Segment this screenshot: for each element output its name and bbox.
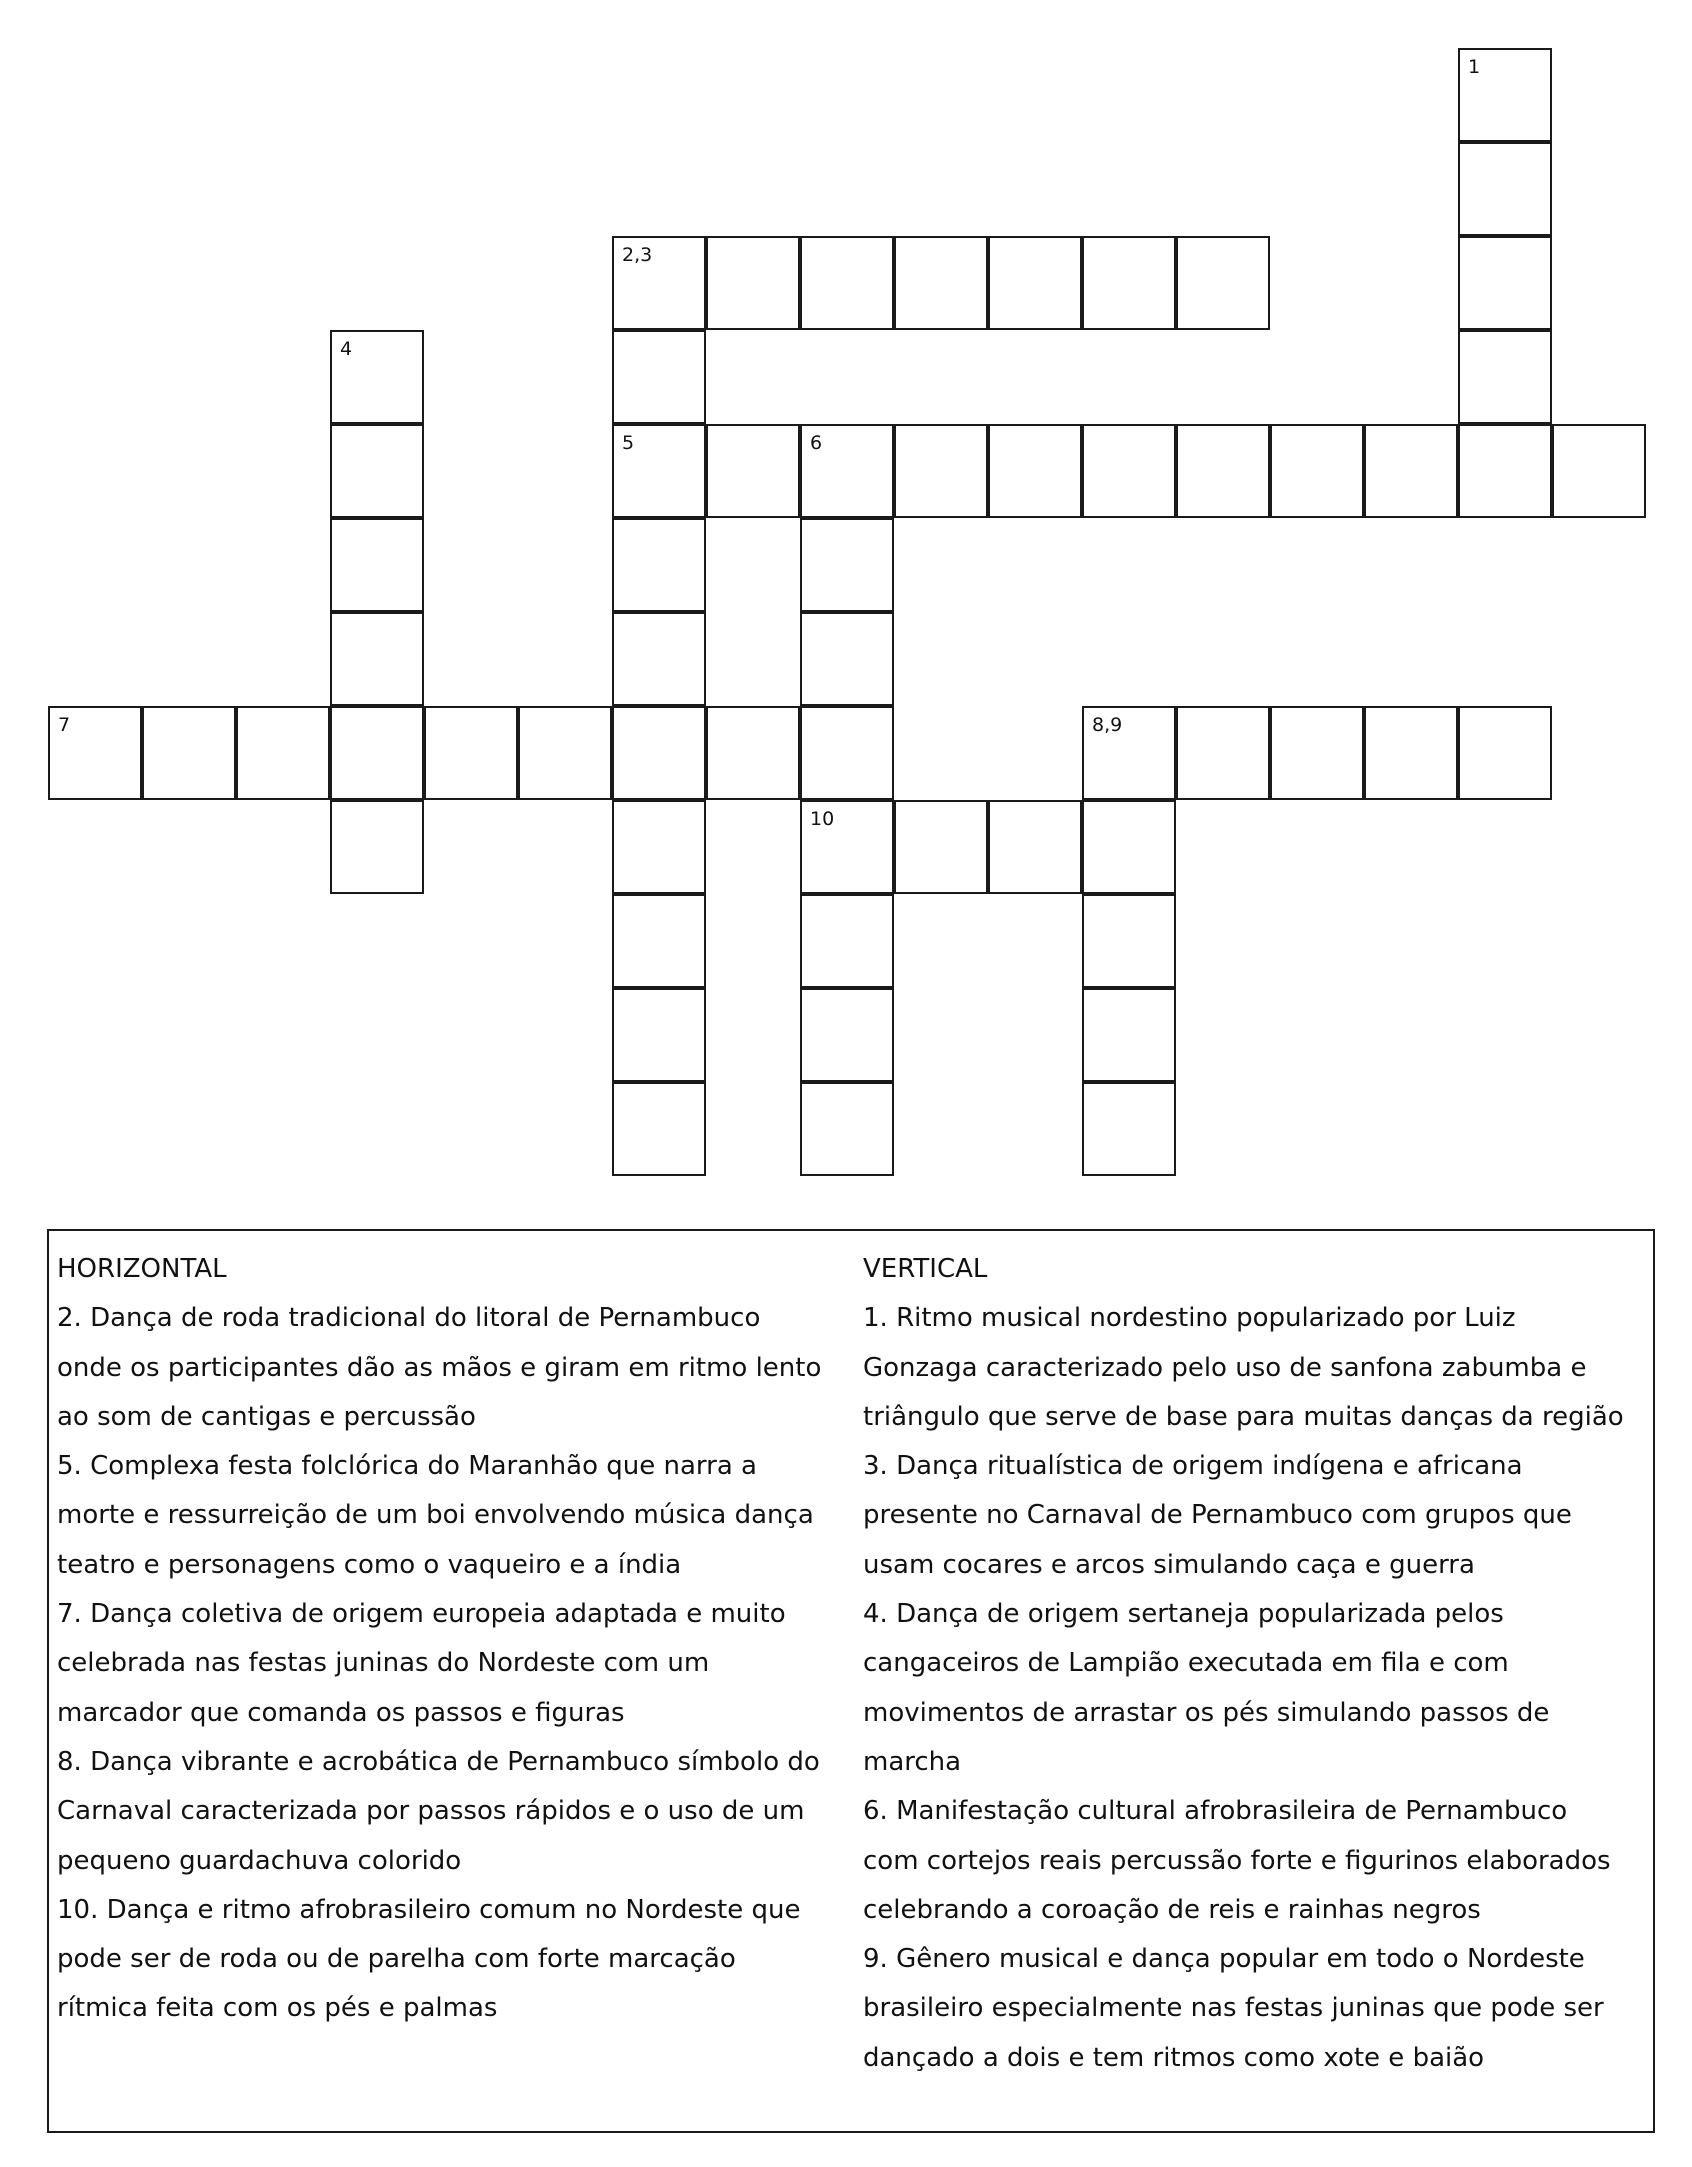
vertical-heading: VERTICAL <box>863 1254 988 1284</box>
clue-number: 2,3 <box>622 244 653 266</box>
clue-line: 8. Dança vibrante e acrobática de Pernambuco símbolo do <box>57 1746 820 1777</box>
clue-line: 10. Dança e ritmo afrobrasileiro comum no Nordeste que <box>57 1894 801 1925</box>
grid-cell[interactable] <box>1364 706 1458 800</box>
clue-line: marcha <box>863 1746 962 1777</box>
clue-line: rítmica feita com os pés e palmas <box>57 1993 498 2024</box>
grid-cell[interactable] <box>894 236 988 330</box>
grid-cell[interactable] <box>894 800 988 894</box>
vertical-clue-list <box>863 1294 1651 2083</box>
grid-cell[interactable] <box>1082 894 1176 988</box>
grid-cell[interactable] <box>1082 988 1176 1082</box>
grid-cell[interactable] <box>612 330 706 424</box>
grid-cell[interactable] <box>1364 424 1458 518</box>
clue-line: Carnaval caracterizada por passos rápidos e o uso de um <box>57 1796 805 1827</box>
grid-cell[interactable] <box>612 800 706 894</box>
clue-line: celebrando a coroação de reis e rainhas negros <box>863 1894 1481 1925</box>
clue-line: pequeno guardachuva colorido <box>57 1845 462 1876</box>
grid-cell[interactable] <box>330 612 424 706</box>
clue-line: triângulo que serve de base para muitas danças da região <box>863 1401 1624 1432</box>
grid-cell[interactable] <box>1458 48 1552 142</box>
clue-number: 1 <box>1468 56 1481 78</box>
clue-line: morte e ressurreição de um boi envolvendo música dança <box>57 1500 814 1531</box>
grid-cell[interactable] <box>800 706 894 800</box>
clue-line: cangaceiros de Lampião executada em fila e com <box>863 1648 1509 1679</box>
grid-cell[interactable] <box>1082 1082 1176 1176</box>
grid-cell[interactable] <box>800 612 894 706</box>
clue-line: 5. Complexa festa folclórica do Maranhão que narra a <box>57 1451 757 1482</box>
grid-cell[interactable] <box>612 988 706 1082</box>
grid-cell[interactable] <box>1552 424 1646 518</box>
grid-cell[interactable] <box>800 988 894 1082</box>
grid-cell[interactable] <box>800 518 894 612</box>
clue-line: 3. Dança ritualística de origem indígena e africana <box>863 1451 1523 1482</box>
clue-line: celebrada nas festas juninas do Nordeste com um <box>57 1648 710 1679</box>
grid-cell[interactable] <box>518 706 612 800</box>
grid-cell[interactable] <box>612 1082 706 1176</box>
grid-cell[interactable] <box>1082 236 1176 330</box>
clue-number: 6 <box>810 432 823 454</box>
clue-line: 6. Manifestação cultural afrobrasileira de Pernambuco <box>863 1796 1568 1827</box>
grid-cell[interactable] <box>706 236 800 330</box>
clue-number: 5 <box>622 432 635 454</box>
grid-cell[interactable] <box>1458 236 1552 330</box>
horizontal-clues <box>57 1245 857 2034</box>
grid-cell[interactable] <box>1176 236 1270 330</box>
clue-line: 7. Dança coletiva de origem europeia adaptada e muito <box>57 1599 786 1630</box>
grid-cell[interactable] <box>1270 424 1364 518</box>
horizontal-clue-list <box>57 1294 857 2033</box>
grid-cell[interactable] <box>330 800 424 894</box>
clue-number: 8,9 <box>1092 714 1123 736</box>
clue-line: 4. Dança de origem sertaneja popularizada pelos <box>863 1599 1504 1630</box>
clue-line: com cortejos reais percussão forte e figurinos elaborados <box>863 1845 1611 1876</box>
clue-number: 7 <box>58 714 71 736</box>
clues-box <box>47 1229 1655 2133</box>
grid-cell[interactable] <box>1458 424 1552 518</box>
grid-cell[interactable] <box>706 706 800 800</box>
clue-line: teatro e personagens como o vaqueiro e a índia <box>57 1549 682 1580</box>
grid-cell[interactable] <box>894 424 988 518</box>
grid-cell[interactable] <box>48 706 142 800</box>
grid-cell[interactable] <box>330 706 424 800</box>
grid-cell[interactable] <box>1176 424 1270 518</box>
vertical-clues <box>863 1245 1651 2083</box>
grid-cell[interactable] <box>1458 142 1552 236</box>
grid-cell[interactable] <box>1082 706 1176 800</box>
grid-cell[interactable] <box>612 612 706 706</box>
clue-line: 1. Ritmo musical nordestino popularizado por Luiz <box>863 1303 1516 1334</box>
clue-line: usam cocares e arcos simulando caça e guerra <box>863 1549 1475 1580</box>
grid-cell[interactable] <box>800 894 894 988</box>
clue-line: Gonzaga caracterizado pelo uso de sanfona zabumba e <box>863 1352 1587 1383</box>
grid-cell[interactable] <box>330 518 424 612</box>
clue-line: pode ser de roda ou de parelha com forte marcação <box>57 1944 736 1975</box>
grid-cell[interactable] <box>988 424 1082 518</box>
grid-cell[interactable] <box>330 330 424 424</box>
grid-cell[interactable] <box>612 894 706 988</box>
grid-cell[interactable] <box>988 236 1082 330</box>
clue-line: brasileiro especialmente nas festas juninas que pode ser <box>863 1993 1604 2024</box>
grid-cell[interactable] <box>612 706 706 800</box>
clue-line: ao som de cantigas e percussão <box>57 1401 476 1432</box>
grid-cell[interactable] <box>800 424 894 518</box>
clue-line: dançado a dois e tem ritmos como xote e baião <box>863 2042 1485 2073</box>
grid-cell[interactable] <box>1270 706 1364 800</box>
grid-cell[interactable] <box>236 706 330 800</box>
grid-cell[interactable] <box>1458 330 1552 424</box>
grid-cell[interactable] <box>1176 706 1270 800</box>
clue-line: marcador que comanda os passos e figuras <box>57 1697 625 1728</box>
clue-line: onde os participantes dão as mãos e giram em ritmo lento <box>57 1352 822 1383</box>
grid-cell[interactable] <box>424 706 518 800</box>
grid-cell[interactable] <box>612 236 706 330</box>
grid-cell[interactable] <box>612 424 706 518</box>
grid-cell[interactable] <box>330 424 424 518</box>
grid-cell[interactable] <box>800 236 894 330</box>
grid-cell[interactable] <box>706 424 800 518</box>
grid-cell[interactable] <box>612 518 706 612</box>
clue-number: 4 <box>340 338 353 360</box>
grid-cell[interactable] <box>142 706 236 800</box>
clue-line: movimentos de arrastar os pés simulando passos de <box>863 1697 1550 1728</box>
grid-cell[interactable] <box>800 1082 894 1176</box>
grid-cell[interactable] <box>800 800 894 894</box>
horizontal-heading: HORIZONTAL <box>57 1254 227 1284</box>
grid-cell[interactable] <box>1082 424 1176 518</box>
grid-cell[interactable] <box>1458 706 1552 800</box>
grid-cell[interactable] <box>1082 800 1176 894</box>
grid-cell[interactable] <box>988 800 1082 894</box>
clue-line: presente no Carnaval de Pernambuco com grupos que <box>863 1500 1572 1531</box>
clue-line: 9. Gênero musical e dança popular em todo o Nordeste <box>863 1944 1585 1975</box>
clue-number: 10 <box>810 808 835 830</box>
clue-line: 2. Dança de roda tradicional do litoral de Pernambuco <box>57 1303 761 1334</box>
